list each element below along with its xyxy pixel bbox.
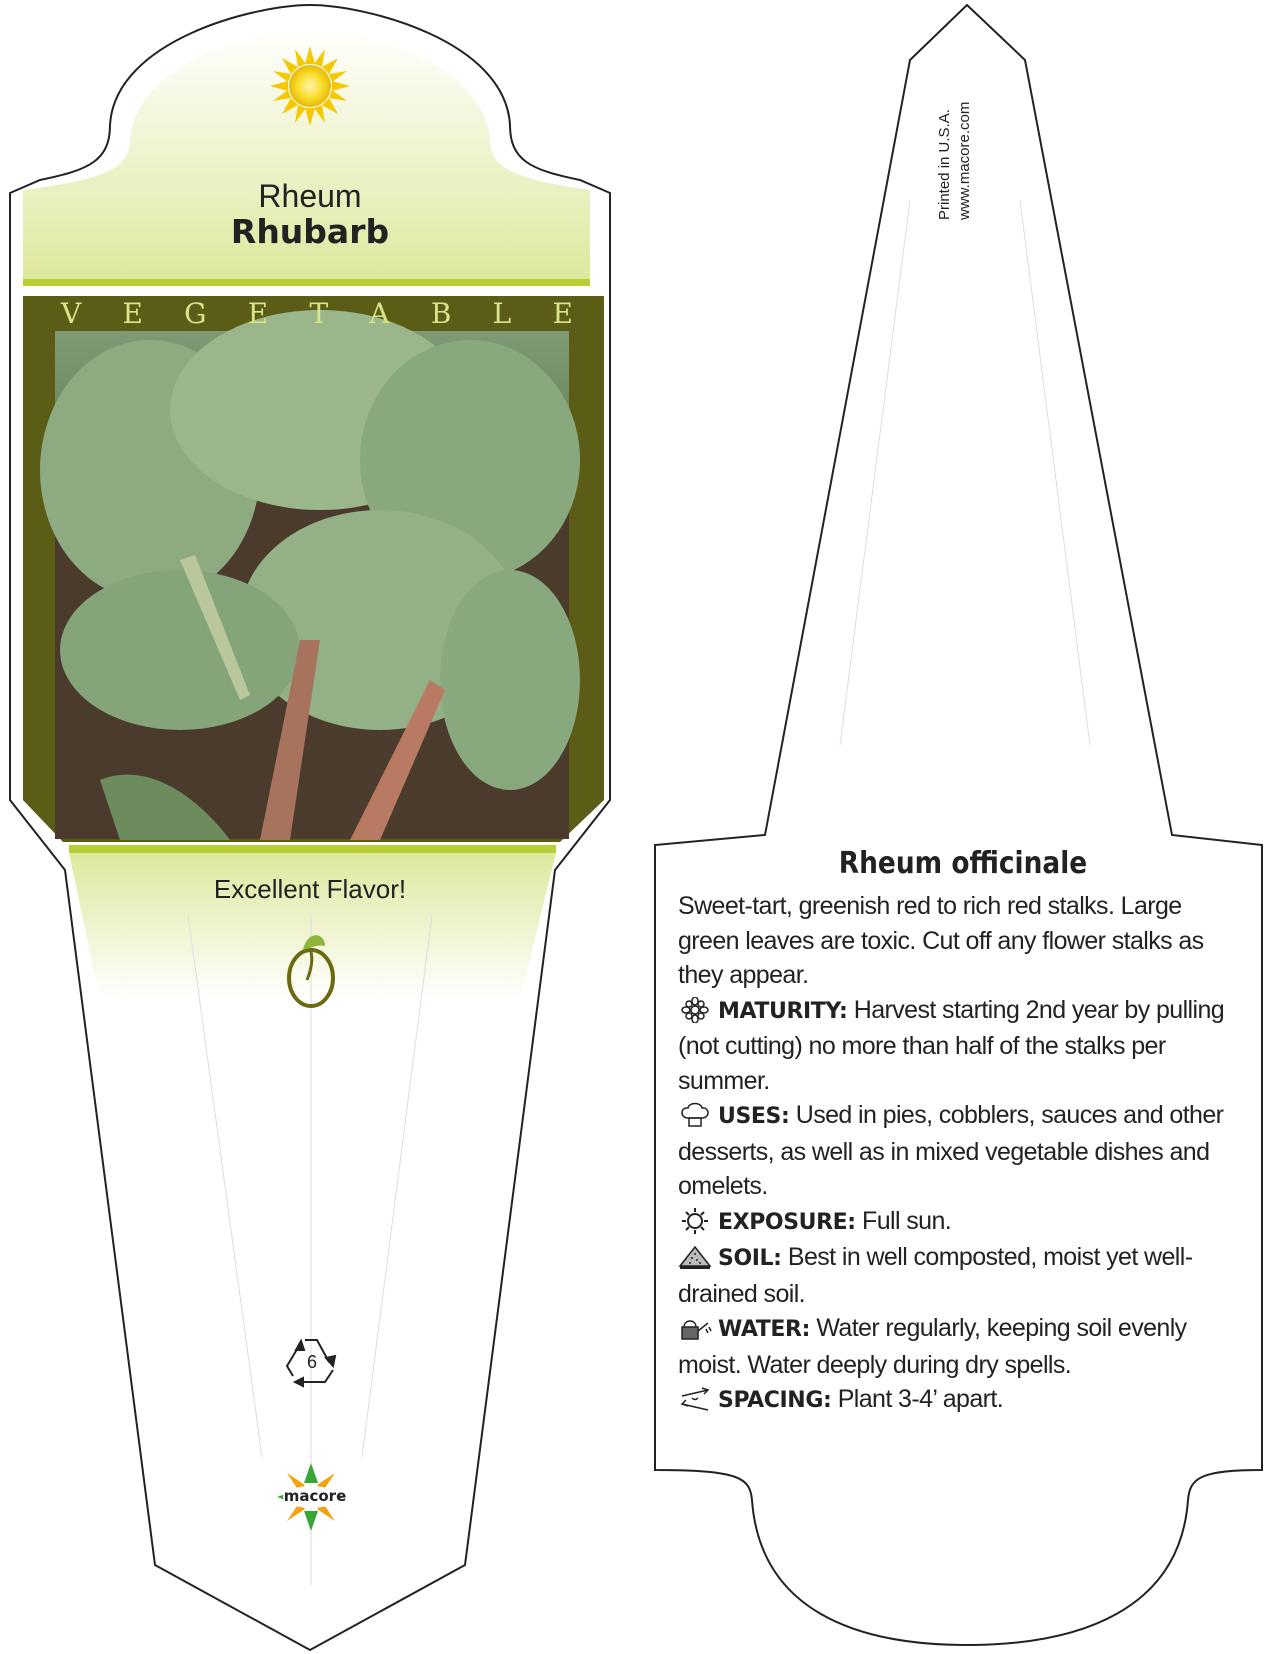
uses-text: Used in pies, cobblers, sauces and other desserts, as well as in mixed vegetable dishes and omelets. bbox=[678, 1101, 1224, 1200]
sun-icon bbox=[270, 46, 350, 126]
category-letter: B bbox=[430, 297, 452, 330]
plant-genus: Rheum bbox=[258, 178, 362, 214]
plant-common-name: Rhubarb bbox=[230, 212, 390, 251]
water-text: Water regularly, keeping soil evenly moist. Water deeply during dry spells. bbox=[678, 1314, 1187, 1379]
category-letter: L bbox=[492, 297, 512, 330]
exposure-label: EXPOSURE: bbox=[718, 1209, 856, 1235]
spacing-arrows-icon bbox=[678, 1386, 712, 1412]
category-label bbox=[23, 297, 603, 333]
spacing-label: SPACING: bbox=[718, 1388, 832, 1413]
maturity-text: Harvest starting 2nd year by pulling (not cutting) no more than half of the stalks per summer. bbox=[678, 995, 1225, 1095]
printed-notice bbox=[935, 60, 975, 220]
spacing-text: Plant 3-4’ apart. bbox=[831, 1385, 1004, 1413]
category-letter: A bbox=[369, 297, 390, 330]
uses-label: USES: bbox=[718, 1104, 790, 1129]
tagline: Excellent Flavor! bbox=[213, 874, 407, 904]
recycle-number: 6 bbox=[306, 1352, 317, 1372]
botanical-name: Rheum officinale bbox=[838, 846, 1088, 881]
category-letter: T bbox=[309, 297, 329, 330]
exposure-section bbox=[678, 1204, 1248, 1241]
accent-line-bottom bbox=[69, 845, 556, 853]
care-info bbox=[678, 846, 1248, 1419]
exposure-text: Full sun. bbox=[855, 1206, 952, 1235]
uses-section bbox=[678, 1098, 1248, 1204]
printed-location: Printed in U.S.A. bbox=[936, 109, 953, 220]
maturity-section bbox=[678, 993, 1248, 1099]
website-url: www.macore.com bbox=[956, 101, 973, 220]
soil-pile-icon bbox=[678, 1244, 712, 1270]
category-letter: V bbox=[61, 297, 82, 330]
flower-icon bbox=[678, 997, 712, 1023]
category-letter: E bbox=[247, 297, 269, 330]
soil-section bbox=[678, 1240, 1248, 1311]
spacing-section bbox=[678, 1382, 1248, 1419]
water-label: WATER: bbox=[718, 1317, 810, 1342]
accent-line-top bbox=[23, 279, 590, 286]
maturity-label: MATURITY: bbox=[718, 998, 848, 1024]
description: Sweet-tart, greenish red to rich red stalks. Large green leaves are toxic. Cut off any flower stalks as they appear. bbox=[678, 892, 1204, 989]
watering-can-icon bbox=[678, 1315, 712, 1341]
brand-logo-text: macore bbox=[283, 1487, 347, 1505]
water-section bbox=[678, 1311, 1248, 1382]
chef-hat-icon bbox=[678, 1102, 712, 1128]
sun-outline-icon bbox=[678, 1208, 712, 1234]
category-letter: E bbox=[552, 297, 573, 330]
soil-label: SOIL: bbox=[718, 1246, 782, 1271]
category-letter: G bbox=[184, 297, 207, 330]
soil-text: Best in well composted, moist yet well-drained soil. bbox=[678, 1243, 1193, 1308]
category-letter: E bbox=[122, 297, 143, 330]
rhubarb-photo bbox=[40, 310, 580, 840]
